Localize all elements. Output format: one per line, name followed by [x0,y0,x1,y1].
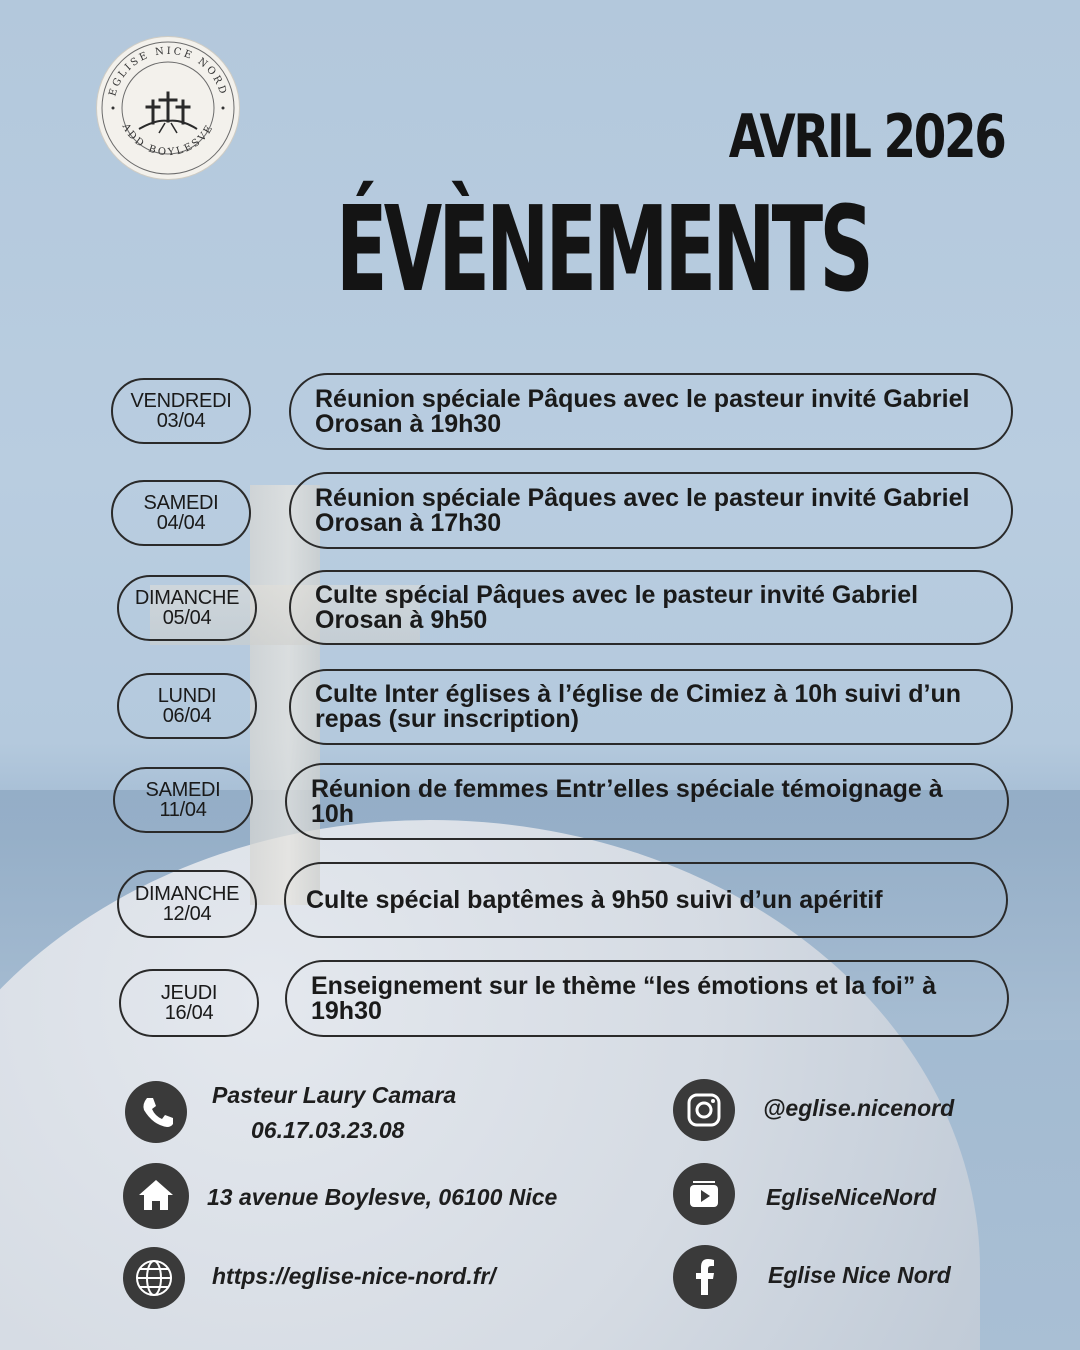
event-day: JEUDI [160,982,218,1004]
youtube-channel[interactable]: EgliseNiceNord [766,1184,936,1210]
phone-number[interactable]: 06.17.03.23.08 [251,1117,405,1143]
instagram-icon [673,1079,735,1141]
pastor-name: Pasteur Laury Camara [212,1082,457,1108]
event-day: SAMEDI [145,779,221,801]
event-date: 06/04 [162,705,212,727]
youtube-icon [673,1163,735,1225]
event-description: Réunion spéciale Pâques avec le pasteur invité Gabriel Orosan à 17h30 [289,472,1013,549]
address: 13 avenue Boylesve, 06100 Nice [207,1184,558,1210]
event-date-pill [113,767,253,833]
event-description: Culte Inter églises à l’église de Cimiez à 10h suivi d’un repas (sur inscription) [289,669,1013,745]
svg-text:ADD BOYLESVE [119,121,216,158]
event-date-pill [119,969,259,1037]
event-date-pill [117,673,257,739]
facebook-page[interactable]: Eglise Nice Nord [768,1262,951,1288]
instagram-handle[interactable]: @eglise.nicenord [763,1095,955,1121]
church-logo [97,37,239,179]
event-date: 05/04 [162,607,212,629]
event-date: 03/04 [156,410,206,432]
facebook-icon [673,1245,737,1309]
event-day: LUNDI [157,685,217,707]
website-link[interactable]: https://eglise-nice-nord.fr/ [212,1263,496,1289]
event-day: VENDREDI [130,390,232,412]
event-date-pill [117,870,257,938]
event-date: 12/04 [162,903,212,925]
event-date-pill [111,480,251,546]
phone-icon [125,1081,187,1143]
event-day: SAMEDI [143,492,219,514]
crosses-icon [97,37,239,179]
logo-ring-bottom: ADD BOYLESVE [119,121,217,159]
event-description: Enseignement sur le thème “les émotions et la foi” à 19h30 [285,960,1009,1037]
event-description: Culte spécial Pâques avec le pasteur invité Gabriel Orosan à 9h50 [289,570,1013,645]
event-description: Culte spécial baptêmes à 9h50 suivi d’un apéritif [284,862,1008,938]
month-heading: AVRIL 2026 [728,102,1004,172]
event-date: 11/04 [159,799,207,821]
event-date: 16/04 [164,1002,214,1024]
globe-icon [123,1247,185,1309]
event-day: DIMANCHE [134,587,240,609]
page-title: ÉVÈNEMENTS [336,180,870,318]
event-date-pill [111,378,251,444]
event-description: Réunion spéciale Pâques avec le pasteur invité Gabriel Orosan à 19h30 [289,373,1013,450]
event-description: Réunion de femmes Entr’elles spéciale témoignage à 10h [285,763,1009,840]
event-date-pill [117,575,257,641]
event-day: DIMANCHE [134,883,240,905]
event-date: 04/04 [156,512,206,534]
logo-ring-top: EGLISE NICE NORD [107,45,229,98]
home-icon [123,1163,189,1229]
